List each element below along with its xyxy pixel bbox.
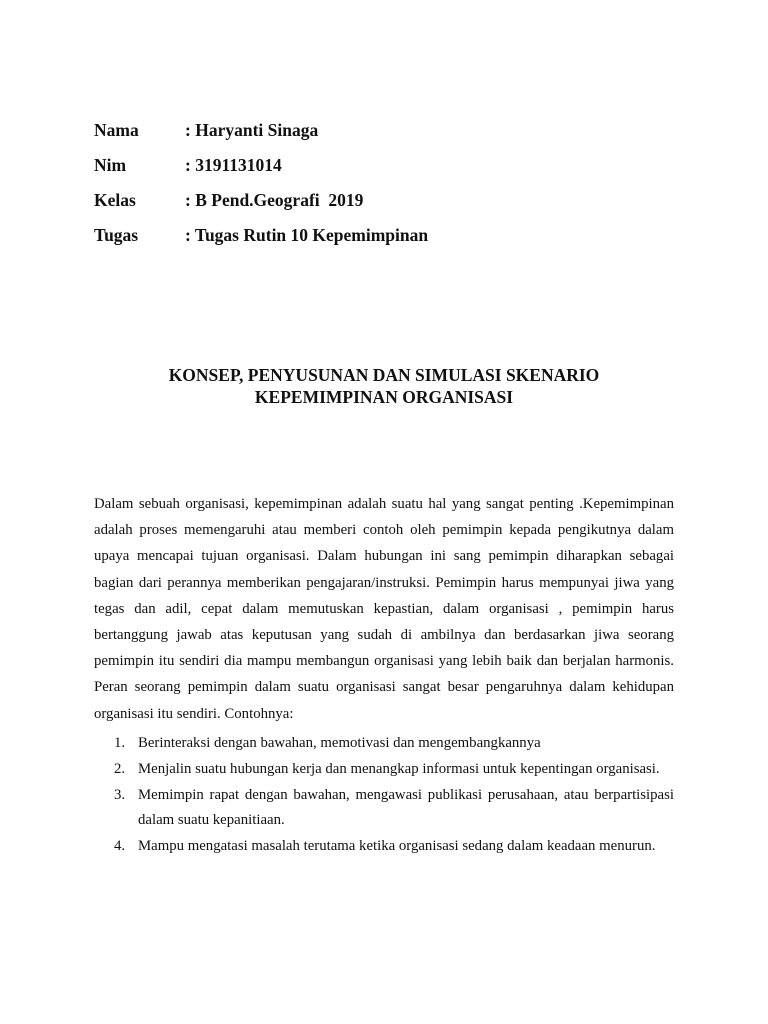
list-text: Berinteraksi dengan bawahan, memotivasi dan mengembangkannya bbox=[138, 735, 541, 751]
list-item bbox=[94, 731, 674, 755]
list-item bbox=[94, 757, 674, 781]
info-row-tugas bbox=[94, 225, 654, 260]
info-label: Nim bbox=[94, 155, 127, 175]
list-item bbox=[94, 834, 674, 858]
info-row-kelas bbox=[94, 190, 654, 225]
info-row-nama bbox=[94, 120, 654, 155]
list-item bbox=[94, 783, 674, 832]
list-text: Memimpin rapat dengan bawahan, mengawasi publikasi perusahaan, atau berpartisipasi dalam suatu kepanitiaan. bbox=[138, 787, 674, 828]
list-number: 4. bbox=[114, 838, 126, 855]
info-label: Nama bbox=[94, 120, 139, 140]
info-value: : Tugas Rutin 10 Kepemimpinan bbox=[185, 225, 429, 245]
document-title bbox=[94, 364, 674, 408]
examples-list bbox=[94, 731, 674, 860]
list-number: 3. bbox=[114, 787, 126, 804]
info-value: : 3191131014 bbox=[185, 155, 282, 175]
list-text: Mampu mengatasi masalah terutama ketika organisasi sedang dalam keadaan menurun. bbox=[138, 838, 656, 855]
info-row-nim bbox=[94, 155, 654, 190]
body-paragraph: Dalam sebuah organisasi, kepemimpinan adalah suatu hal yang sangat penting .Kepemimpinan adalah proses memengaruhi atau memberi contoh oleh pemimpin kepada pengikutnya dalam upaya mencapai tujuan organisasi. Dalam hubungan ini sang pemimpin diharapkan sebagai bagian dari perannya memberikan pengajaran/instruksi. Pemimpin harus mempunyai jiwa yang tegas dan adil, cepat dalam memutuskan kepastian, dalam organisasi , pemimpin harus bertanggung jawab atas keputusan yang sudah di ambilnya dan berdasarkan jiwa seorang pemimpin itu sendiri dia mampu membangun organisasi yang lebih baik dan berjalan harmonis. Peran seorang pemimpin dalam suatu organisasi sangat besar pengaruhnya dalam kehidupan organisasi itu sendiri. Contohnya: bbox=[94, 496, 674, 722]
student-info bbox=[94, 120, 654, 260]
info-label: Tugas bbox=[94, 225, 139, 245]
info-value: : B Pend.Geografi 2019 bbox=[185, 190, 364, 210]
list-number: 1. bbox=[114, 735, 126, 751]
title-line-2: KEPEMIMPINAN ORGANISASI bbox=[254, 387, 514, 407]
list-text: Menjalin suatu hubungan kerja dan menangkap informasi untuk kepentingan organisasi. bbox=[138, 761, 660, 778]
title-line-1: KONSEP, PENYUSUNAN DAN SIMULASI SKENARIO bbox=[168, 365, 600, 385]
list-number: 2. bbox=[114, 761, 126, 778]
info-label: Kelas bbox=[94, 190, 136, 210]
info-value: : Haryanti Sinaga bbox=[185, 120, 319, 140]
